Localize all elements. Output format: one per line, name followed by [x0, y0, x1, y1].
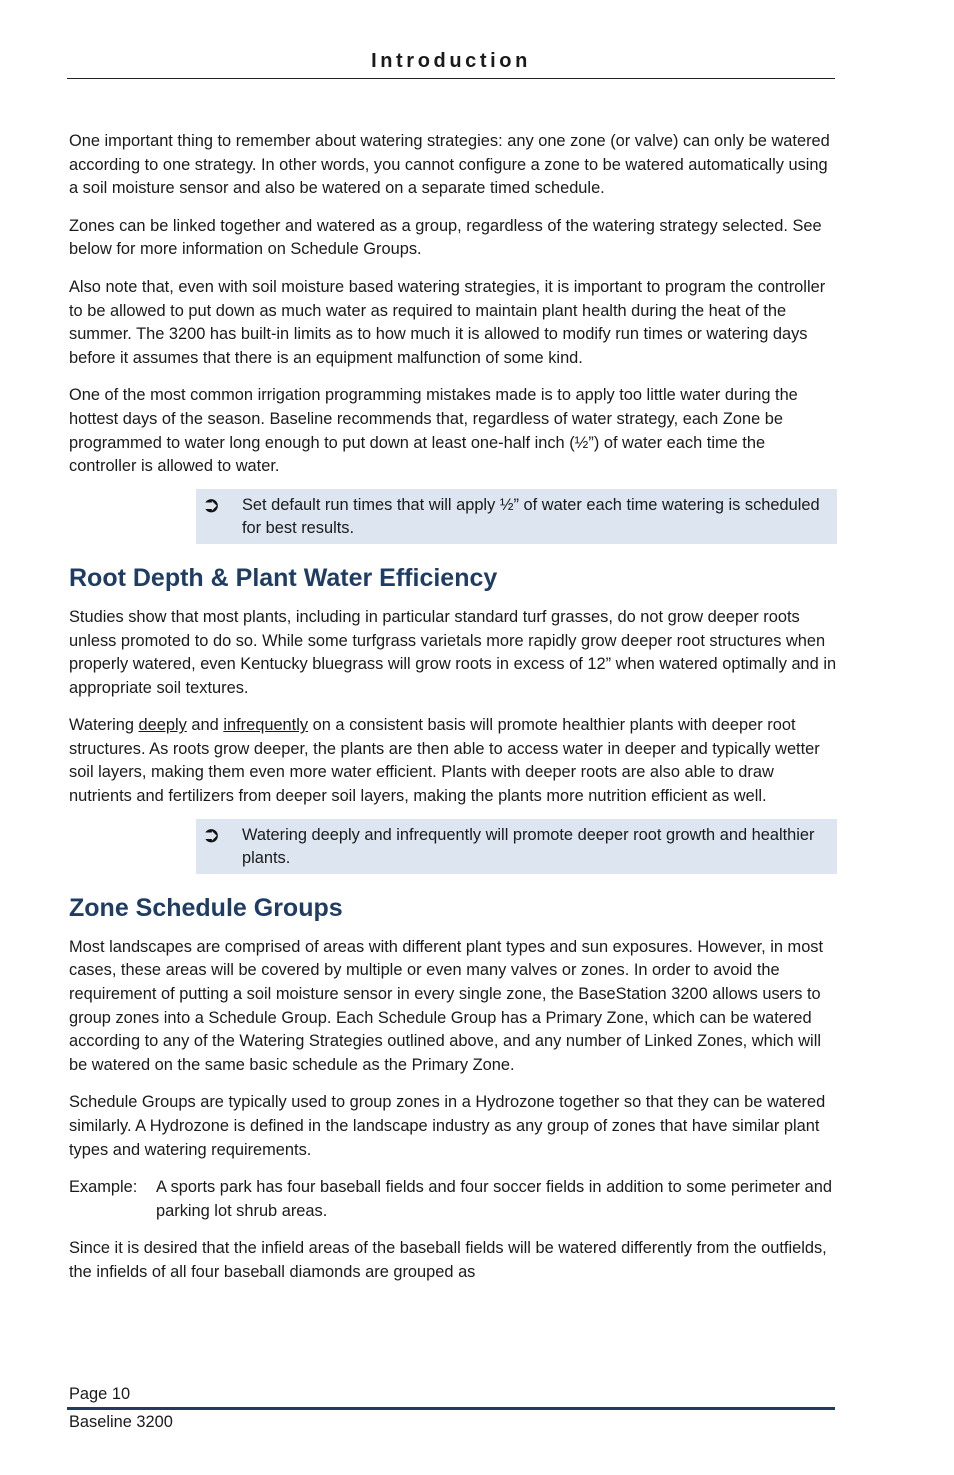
intro-paragraph-3: Also note that, even with soil moisture based watering strategies, it is important to program the controller to be allowed to put down as much water as required to maintain plant health during the heat of the summer. The 3200 has built-in limits as to how much it is allowed to modify run times or watering days before it assumes that there is an equipment malfunction of some kind.: [69, 277, 826, 367]
footer-page-number: Page 10: [69, 1385, 131, 1403]
example-label: Example:: [69, 1178, 138, 1197]
zones-paragraph-1: Most landscapes are comprised of areas with different plant types and sun exposures. However, in most cases, these areas will be covered by multiple or even many valves or zones. In order to avoid the requirement of putting a soil moisture sensor in every single zone, the BaseStation 3200 allows users to group zones into a Schedule Group. Each Schedule Group has a Primary Zone, which can be watered according to any of the Watering Strategies outlined above, and any number of Linked Zones, which will be watered on the same basic schedule as the Primary Zone.: [69, 937, 824, 1074]
intro-paragraph-2: Zones can be linked together and watered as a group, regardless of the watering strategy selected. See below for more information on Schedule Groups.: [69, 216, 822, 259]
page-header-title: Introduction: [371, 50, 531, 72]
footer-product-name: Baseline 3200: [69, 1413, 173, 1431]
tip-text: Set default run times that will apply ½” of water each time watering is scheduled for best results.: [242, 495, 820, 538]
tip-callout-deep-watering: [196, 819, 837, 874]
section-heading-root-depth: Root Depth & Plant Water Efficiency: [69, 563, 498, 592]
underlined-infrequently: infrequently: [223, 716, 309, 735]
tip-callout-run-times: [196, 489, 837, 544]
underlined-deeply: deeply: [138, 716, 187, 735]
page-content: [69, 130, 837, 1299]
root-paragraph-1: Studies show that most plants, including in particular standard turf grasses, do not grow deeper roots unless promoted to do so. While some turfgrass varietals more rapidly grow deeper root structures when properly watered, even Kentucky bluegrass will grow roots in excess of 12” when watered optimally and in appropriate soil textures.: [69, 607, 837, 697]
example-text: A sports park has four baseball fields and four soccer fields in addition to some perimeter and parking lot shrub areas.: [156, 1178, 833, 1220]
intro-paragraph-1: One important thing to remember about watering strategies: any one zone (or valve) can only be watered according to one strategy. In other words, you cannot configure a zone to be watered automatically using a soil moisture sensor and also be watered on a separate timed schedule.: [69, 132, 830, 198]
right-arrow-icon: ➲: [202, 491, 221, 517]
intro-paragraph-4: One of the most common irrigation programming mistakes made is to apply too little water during the hottest days of the season. Baseline recommends that, regardless of water strategy, each Zone be programmed to water long enough to put down at least one-half inch (½”) of water each time the controller is allowed to water.: [69, 386, 798, 476]
section-heading-zone-schedule-groups: Zone Schedule Groups: [69, 893, 343, 922]
example-continuation: Since it is desired that the infield areas of the baseball fields will be watered differently from the outfields, the infields of all four baseball diamonds are grouped as: [69, 1239, 827, 1281]
footer-divider: [67, 1407, 835, 1410]
header-divider: [67, 78, 835, 79]
root-paragraph-2: Watering deeply and infrequently on a consistent basis will promote healthier plants with deeper root structures. As roots grow deeper, the plants are then able to access water in deeper and typically wetter soil layers, making them even more water efficient. Plants with deeper roots are also able to draw nutrients and fertilizers from deeper soil layers, making the plants more nutrition efficient as well.: [69, 716, 820, 806]
tip-text: Watering deeply and infrequently will promote deeper root growth and healthier plants.: [242, 825, 815, 868]
example-block: [69, 1176, 837, 1223]
zones-paragraph-2: Schedule Groups are typically used to group zones in a Hydrozone together so that they can be watered similarly. A Hydrozone is defined in the landscape industry as any group of zones that have similar plant types and watering requirements.: [69, 1093, 826, 1159]
right-arrow-icon: ➲: [202, 821, 221, 847]
